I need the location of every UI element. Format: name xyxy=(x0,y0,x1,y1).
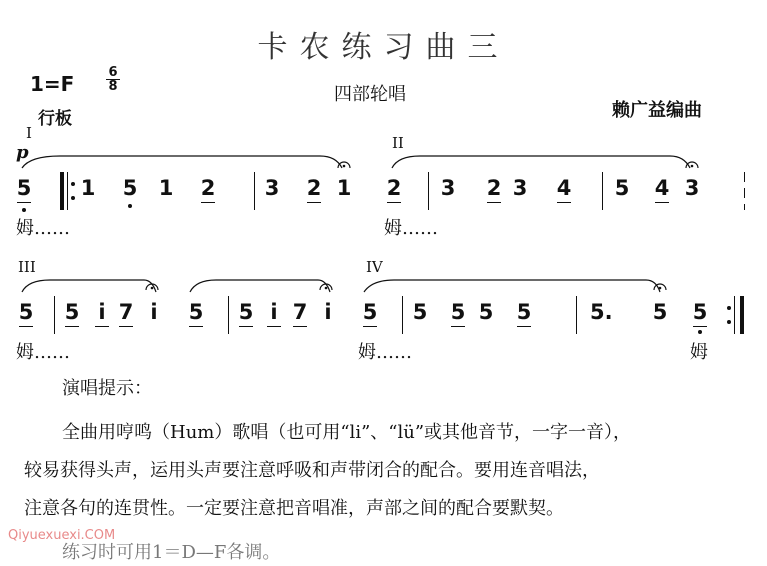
note: 5 xyxy=(16,176,32,200)
note: 5 xyxy=(412,300,428,324)
underline xyxy=(119,326,133,327)
fermata-dot xyxy=(343,165,346,168)
barline xyxy=(228,296,229,334)
hint-line: 全曲用哼鸣（Hum）歌唱（也可用“li”、“lü”或其他音节，一字一音）， xyxy=(62,422,632,443)
note: 5 xyxy=(122,176,138,200)
fermata-dot xyxy=(325,287,328,290)
underline xyxy=(387,202,401,203)
key-signature: 1=F xyxy=(30,72,75,96)
repeat-bar-thin xyxy=(67,172,68,210)
note: 5 xyxy=(450,300,466,324)
underline xyxy=(487,202,501,203)
note: 7 xyxy=(118,300,134,324)
dashed-barline xyxy=(744,172,745,182)
hint-heading: 演唱提示： xyxy=(62,378,152,399)
final-barline-thick xyxy=(740,296,744,334)
lyric-hum-end: 姆 xyxy=(690,342,708,363)
repeat-dot xyxy=(727,306,731,310)
barline xyxy=(402,296,403,334)
repeat-dot xyxy=(71,196,75,200)
tempo-marking: 行板 xyxy=(38,109,72,129)
fermata-dot xyxy=(151,287,154,290)
hint-line: 较易获得头声，运用头声要注意呼吸和声带闭合的配合。要用连音唱法， xyxy=(24,460,600,481)
underline xyxy=(239,326,253,327)
underline xyxy=(655,202,669,203)
time-signature-bottom: 8 xyxy=(106,79,120,93)
note: 3 xyxy=(684,176,700,200)
barline xyxy=(54,296,55,334)
low-octave-dot xyxy=(128,204,132,208)
slur xyxy=(22,280,156,292)
underline xyxy=(363,326,377,327)
underline xyxy=(517,326,531,327)
note: 5 xyxy=(238,300,254,324)
underline xyxy=(17,202,31,203)
note: 1 xyxy=(158,176,174,200)
underline xyxy=(693,326,707,327)
part-marker-2: II xyxy=(392,134,404,152)
note: i xyxy=(270,300,278,324)
underline xyxy=(95,326,109,327)
part-marker-3: III xyxy=(18,258,36,276)
composer-credit: 赖广益编曲 xyxy=(612,100,702,121)
note: 5 xyxy=(614,176,630,200)
note: 2 xyxy=(200,176,216,200)
underline xyxy=(189,326,203,327)
dynamic-marking: p xyxy=(16,142,29,163)
underline xyxy=(557,202,571,203)
note: 4 xyxy=(654,176,670,200)
fermata-dot xyxy=(659,287,662,290)
underline xyxy=(65,326,79,327)
barline xyxy=(254,172,255,210)
note: 1 xyxy=(336,176,352,200)
part-marker-1: I xyxy=(26,124,32,142)
lyric-hum: 姆…… xyxy=(384,218,438,239)
note: 7 xyxy=(292,300,308,324)
dashed-barline xyxy=(744,204,745,210)
underline xyxy=(451,326,465,327)
underline xyxy=(307,202,321,203)
dashed-barline xyxy=(744,188,745,198)
underline xyxy=(267,326,281,327)
lyric-hum: 姆…… xyxy=(16,218,70,239)
slur xyxy=(364,280,660,292)
repeat-bar-thick xyxy=(60,172,64,210)
repeat-dot xyxy=(71,182,75,186)
underline xyxy=(201,202,215,203)
site-watermark: Qiyuexuexi.COM xyxy=(8,528,116,543)
low-octave-dot xyxy=(698,330,702,334)
note: 3 xyxy=(440,176,456,200)
note: i xyxy=(98,300,106,324)
score-title: 卡农练习曲三 xyxy=(257,30,510,65)
barline xyxy=(576,296,577,334)
note: 5 xyxy=(188,300,204,324)
note: 5 xyxy=(478,300,494,324)
final-barline-thin xyxy=(734,296,735,334)
barline xyxy=(428,172,429,210)
hint-line: 练习时可用1＝D—F各调。 xyxy=(62,542,281,563)
slur xyxy=(190,280,330,292)
note: 2 xyxy=(386,176,402,200)
note: 5. xyxy=(590,300,613,324)
note: 5 xyxy=(362,300,378,324)
note: i xyxy=(150,300,158,324)
repeat-dot xyxy=(727,320,731,324)
slur xyxy=(392,156,690,168)
underline xyxy=(293,326,307,327)
note: 5 xyxy=(516,300,532,324)
note: 1 xyxy=(80,176,96,200)
underline xyxy=(19,326,33,327)
note: 3 xyxy=(264,176,280,200)
note: 5 xyxy=(64,300,80,324)
lyric-hum: 姆…… xyxy=(358,342,412,363)
note: 2 xyxy=(306,176,322,200)
hint-line: 注意各句的连贯性。一定要注意把音唱准，声部之间的配合要默契。 xyxy=(24,498,564,519)
note: 5 xyxy=(18,300,34,324)
time-signature-top: 6 xyxy=(108,65,118,80)
subtitle: 四部轮唱 xyxy=(334,84,406,105)
note: 5 xyxy=(692,300,708,324)
part-marker-4: IV xyxy=(366,258,383,276)
low-octave-dot xyxy=(22,208,26,212)
lyric-hum: 姆…… xyxy=(16,342,70,363)
note: 4 xyxy=(556,176,572,200)
fermata-dot xyxy=(691,165,694,168)
slur xyxy=(22,156,342,168)
note: 2 xyxy=(486,176,502,200)
barline xyxy=(602,172,603,210)
note: 3 xyxy=(512,176,528,200)
note: 5 xyxy=(652,300,668,324)
note: i xyxy=(324,300,332,324)
